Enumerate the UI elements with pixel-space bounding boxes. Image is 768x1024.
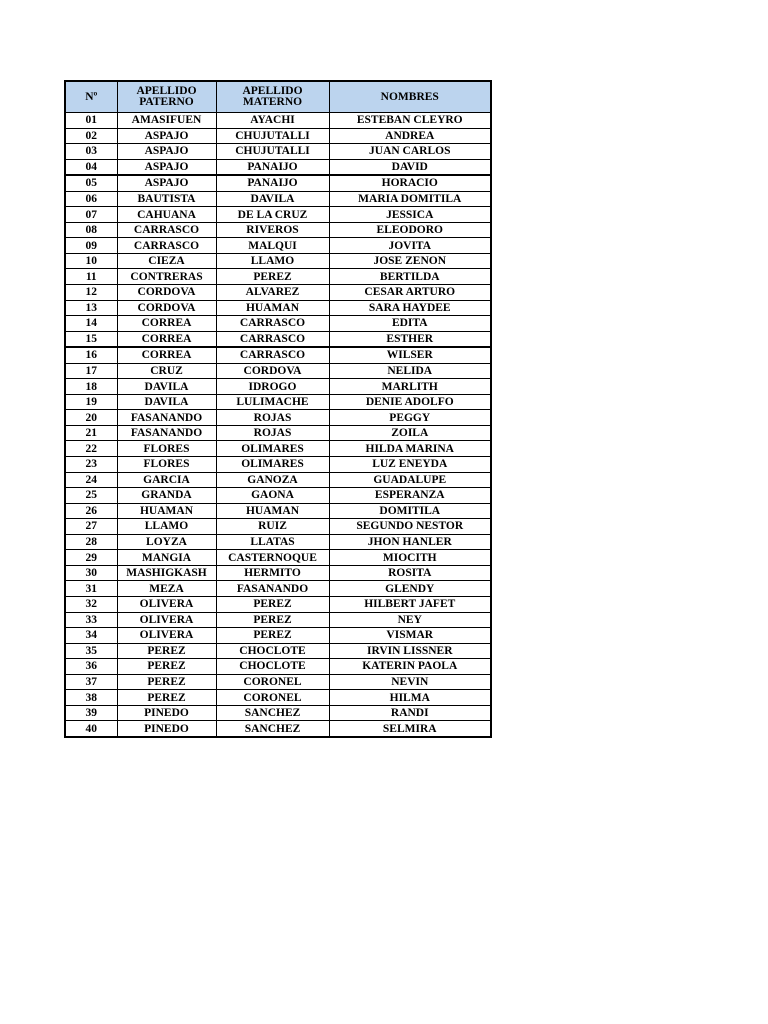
cell-apellido-materno: LULIMACHE <box>216 394 329 410</box>
table-row <box>65 550 491 566</box>
cell-apellido-materno: RUIZ <box>216 519 329 535</box>
cell-number: 11 <box>65 269 117 285</box>
cell-apellido-materno: CHOCLOTE <box>216 643 329 659</box>
cell-nombres: MARIA DOMITILA <box>329 191 491 207</box>
cell-number: 05 <box>65 175 117 191</box>
cell-apellido-materno: PEREZ <box>216 596 329 612</box>
cell-nombres: RANDI <box>329 705 491 721</box>
cell-number: 21 <box>65 425 117 441</box>
table-row <box>65 238 491 254</box>
cell-nombres: CESAR ARTURO <box>329 285 491 301</box>
cell-apellido-paterno: MASHIGKASH <box>117 565 216 581</box>
cell-nombres: MIOCITH <box>329 550 491 566</box>
cell-number: 19 <box>65 394 117 410</box>
cell-nombres: EDITA <box>329 316 491 332</box>
table-row <box>65 596 491 612</box>
cell-nombres: GLENDY <box>329 581 491 597</box>
table-row <box>65 565 491 581</box>
header-paterno-line-1: APELLIDO <box>136 85 197 97</box>
cell-apellido-materno: LLAMO <box>216 253 329 269</box>
table-header <box>65 81 491 113</box>
cell-apellido-materno: SANCHEZ <box>216 721 329 737</box>
cell-number: 26 <box>65 503 117 519</box>
cell-number: 14 <box>65 316 117 332</box>
cell-apellido-paterno: ASPAJO <box>117 175 216 191</box>
cell-number: 01 <box>65 113 117 129</box>
cell-apellido-materno: PEREZ <box>216 628 329 644</box>
header-nombres <box>329 81 491 113</box>
cell-number: 23 <box>65 457 117 473</box>
table-row <box>65 207 491 223</box>
cell-nombres: WILSER <box>329 347 491 363</box>
cell-nombres: SEGUNDO NESTOR <box>329 519 491 535</box>
cell-apellido-materno: PEREZ <box>216 269 329 285</box>
cell-apellido-paterno: GRANDA <box>117 488 216 504</box>
cell-apellido-paterno: PINEDO <box>117 705 216 721</box>
cell-number: 28 <box>65 534 117 550</box>
table-row <box>65 144 491 160</box>
cell-apellido-paterno: FASANANDO <box>117 410 216 426</box>
cell-number: 27 <box>65 519 117 535</box>
cell-apellido-materno: CHUJUTALLI <box>216 144 329 160</box>
cell-nombres: GUADALUPE <box>329 472 491 488</box>
cell-apellido-paterno: PEREZ <box>117 674 216 690</box>
table-row <box>65 472 491 488</box>
cell-apellido-paterno: ASPAJO <box>117 128 216 144</box>
cell-apellido-materno: SANCHEZ <box>216 705 329 721</box>
table-row <box>65 457 491 473</box>
table-row <box>65 581 491 597</box>
cell-apellido-paterno: PEREZ <box>117 643 216 659</box>
cell-apellido-materno: CARRASCO <box>216 316 329 332</box>
cell-nombres: VISMAR <box>329 628 491 644</box>
cell-apellido-paterno: CORDOVA <box>117 300 216 316</box>
cell-nombres: IRVIN LISSNER <box>329 643 491 659</box>
cell-apellido-materno: CORDOVA <box>216 363 329 379</box>
cell-number: 06 <box>65 191 117 207</box>
header-number-label: Nº <box>85 90 98 103</box>
cell-apellido-materno: CASTERNOQUE <box>216 550 329 566</box>
cell-apellido-paterno: CORDOVA <box>117 285 216 301</box>
table-row <box>65 628 491 644</box>
table-row <box>65 316 491 332</box>
table-row <box>65 159 491 175</box>
cell-number: 35 <box>65 643 117 659</box>
cell-nombres: DOMITILA <box>329 503 491 519</box>
cell-nombres: ELEODORO <box>329 222 491 238</box>
cell-number: 03 <box>65 144 117 160</box>
cell-apellido-materno: MALQUI <box>216 238 329 254</box>
table-row <box>65 659 491 675</box>
table-row <box>65 612 491 628</box>
cell-apellido-paterno: ASPAJO <box>117 144 216 160</box>
cell-nombres: BERTILDA <box>329 269 491 285</box>
table-row <box>65 674 491 690</box>
cell-apellido-paterno: CORREA <box>117 331 216 347</box>
cell-nombres: ESPERANZA <box>329 488 491 504</box>
cell-number: 29 <box>65 550 117 566</box>
cell-nombres: JOVITA <box>329 238 491 254</box>
cell-apellido-paterno: PINEDO <box>117 721 216 737</box>
table-row <box>65 269 491 285</box>
cell-apellido-materno: HERMITO <box>216 565 329 581</box>
cell-apellido-materno: GAONA <box>216 488 329 504</box>
cell-number: 18 <box>65 379 117 395</box>
table-row <box>65 253 491 269</box>
cell-number: 32 <box>65 596 117 612</box>
cell-apellido-paterno: BAUTISTA <box>117 191 216 207</box>
cell-apellido-paterno: FASANANDO <box>117 425 216 441</box>
table-row <box>65 394 491 410</box>
header-row <box>65 81 491 113</box>
cell-apellido-paterno: GARCIA <box>117 472 216 488</box>
cell-number: 12 <box>65 285 117 301</box>
cell-nombres: MARLITH <box>329 379 491 395</box>
cell-nombres: DENIE ADOLFO <box>329 394 491 410</box>
cell-apellido-materno: RIVEROS <box>216 222 329 238</box>
table-row <box>65 363 491 379</box>
cell-apellido-materno: OLIMARES <box>216 441 329 457</box>
table-row <box>65 285 491 301</box>
cell-number: 17 <box>65 363 117 379</box>
cell-nombres: NELIDA <box>329 363 491 379</box>
table-row <box>65 519 491 535</box>
cell-number: 38 <box>65 690 117 706</box>
cell-apellido-paterno: CARRASCO <box>117 238 216 254</box>
cell-number: 30 <box>65 565 117 581</box>
table-row <box>65 113 491 129</box>
cell-number: 25 <box>65 488 117 504</box>
cell-apellido-materno: PEREZ <box>216 612 329 628</box>
table-row <box>65 347 491 363</box>
cell-nombres: SELMIRA <box>329 721 491 737</box>
cell-nombres: ANDREA <box>329 128 491 144</box>
cell-number: 40 <box>65 721 117 737</box>
cell-apellido-materno: ALVAREZ <box>216 285 329 301</box>
cell-apellido-paterno: PEREZ <box>117 690 216 706</box>
table-row <box>65 410 491 426</box>
table-row <box>65 690 491 706</box>
cell-nombres: HILBERT JAFET <box>329 596 491 612</box>
cell-number: 39 <box>65 705 117 721</box>
cell-nombres: HILMA <box>329 690 491 706</box>
cell-apellido-materno: DAVILA <box>216 191 329 207</box>
cell-nombres: LUZ ENEYDA <box>329 457 491 473</box>
cell-nombres: JUAN CARLOS <box>329 144 491 160</box>
cell-nombres: ZOILA <box>329 425 491 441</box>
header-apellido-paterno <box>117 81 216 113</box>
cell-number: 34 <box>65 628 117 644</box>
cell-apellido-materno: OLIMARES <box>216 457 329 473</box>
cell-number: 22 <box>65 441 117 457</box>
cell-apellido-materno: CHOCLOTE <box>216 659 329 675</box>
cell-apellido-paterno: CIEZA <box>117 253 216 269</box>
cell-apellido-materno: ROJAS <box>216 425 329 441</box>
header-number <box>65 81 117 113</box>
table-row <box>65 379 491 395</box>
table-row <box>65 222 491 238</box>
header-apellido-materno <box>216 81 329 113</box>
cell-nombres: HORACIO <box>329 175 491 191</box>
header-materno-line-1: APELLIDO <box>242 85 303 97</box>
cell-apellido-paterno: ASPAJO <box>117 159 216 175</box>
cell-nombres: KATERIN PAOLA <box>329 659 491 675</box>
cell-number: 13 <box>65 300 117 316</box>
cell-apellido-paterno: FLORES <box>117 457 216 473</box>
table-row <box>65 534 491 550</box>
cell-number: 33 <box>65 612 117 628</box>
cell-apellido-paterno: CORREA <box>117 316 216 332</box>
cell-nombres: NEY <box>329 612 491 628</box>
cell-apellido-materno: HUAMAN <box>216 503 329 519</box>
cell-apellido-paterno: AMASIFUEN <box>117 113 216 129</box>
student-roster-table <box>64 80 492 738</box>
cell-nombres: JESSICA <box>329 207 491 223</box>
cell-apellido-paterno: CONTRERAS <box>117 269 216 285</box>
cell-apellido-paterno: DAVILA <box>117 394 216 410</box>
cell-nombres: DAVID <box>329 159 491 175</box>
table-row <box>65 643 491 659</box>
cell-apellido-paterno: PEREZ <box>117 659 216 675</box>
cell-apellido-paterno: CAHUANA <box>117 207 216 223</box>
cell-number: 37 <box>65 674 117 690</box>
cell-apellido-materno: GANOZA <box>216 472 329 488</box>
cell-apellido-materno: CHUJUTALLI <box>216 128 329 144</box>
cell-apellido-materno: DE LA CRUZ <box>216 207 329 223</box>
table-row <box>65 175 491 191</box>
header-materno-line-2: MATERNO <box>242 96 303 108</box>
cell-apellido-materno: CARRASCO <box>216 331 329 347</box>
cell-number: 08 <box>65 222 117 238</box>
cell-number: 15 <box>65 331 117 347</box>
cell-nombres: NEVIN <box>329 674 491 690</box>
cell-apellido-paterno: CRUZ <box>117 363 216 379</box>
cell-number: 09 <box>65 238 117 254</box>
cell-number: 31 <box>65 581 117 597</box>
cell-number: 16 <box>65 347 117 363</box>
cell-apellido-materno: ROJAS <box>216 410 329 426</box>
cell-apellido-paterno: MEZA <box>117 581 216 597</box>
header-paterno-line-2: PATERNO <box>139 96 194 108</box>
cell-apellido-paterno: OLIVERA <box>117 596 216 612</box>
cell-apellido-paterno: MANGIA <box>117 550 216 566</box>
header-nombres-label: NOMBRES <box>380 90 439 103</box>
table-row <box>65 488 491 504</box>
cell-apellido-materno: CORONEL <box>216 674 329 690</box>
cell-number: 10 <box>65 253 117 269</box>
table-row <box>65 300 491 316</box>
cell-apellido-materno: PANAIJO <box>216 159 329 175</box>
cell-apellido-paterno: CORREA <box>117 347 216 363</box>
cell-number: 36 <box>65 659 117 675</box>
cell-nombres: SARA HAYDEE <box>329 300 491 316</box>
cell-nombres: ESTHER <box>329 331 491 347</box>
cell-apellido-materno: HUAMAN <box>216 300 329 316</box>
cell-number: 02 <box>65 128 117 144</box>
cell-apellido-paterno: FLORES <box>117 441 216 457</box>
table-row <box>65 705 491 721</box>
table-row <box>65 721 491 737</box>
cell-apellido-paterno: DAVILA <box>117 379 216 395</box>
table-row <box>65 425 491 441</box>
cell-apellido-materno: CORONEL <box>216 690 329 706</box>
cell-apellido-paterno: HUAMAN <box>117 503 216 519</box>
cell-nombres: JOSE ZENON <box>329 253 491 269</box>
cell-apellido-paterno: OLIVERA <box>117 628 216 644</box>
cell-apellido-paterno: LOYZA <box>117 534 216 550</box>
cell-apellido-paterno: OLIVERA <box>117 612 216 628</box>
cell-nombres: HILDA MARINA <box>329 441 491 457</box>
table-row <box>65 191 491 207</box>
cell-nombres: ESTEBAN CLEYRO <box>329 113 491 129</box>
cell-apellido-materno: PANAIJO <box>216 175 329 191</box>
cell-apellido-materno: AYACHI <box>216 113 329 129</box>
cell-number: 24 <box>65 472 117 488</box>
cell-apellido-paterno: LLAMO <box>117 519 216 535</box>
cell-apellido-materno: LLATAS <box>216 534 329 550</box>
cell-number: 07 <box>65 207 117 223</box>
cell-apellido-paterno: CARRASCO <box>117 222 216 238</box>
cell-apellido-materno: CARRASCO <box>216 347 329 363</box>
table-row <box>65 503 491 519</box>
cell-number: 04 <box>65 159 117 175</box>
cell-apellido-materno: IDROGO <box>216 379 329 395</box>
table-row <box>65 441 491 457</box>
cell-nombres: PEGGY <box>329 410 491 426</box>
cell-apellido-materno: FASANANDO <box>216 581 329 597</box>
cell-number: 20 <box>65 410 117 426</box>
table-row <box>65 331 491 347</box>
table-body <box>65 113 491 737</box>
table-row <box>65 128 491 144</box>
cell-nombres: JHON HANLER <box>329 534 491 550</box>
cell-nombres: ROSITA <box>329 565 491 581</box>
